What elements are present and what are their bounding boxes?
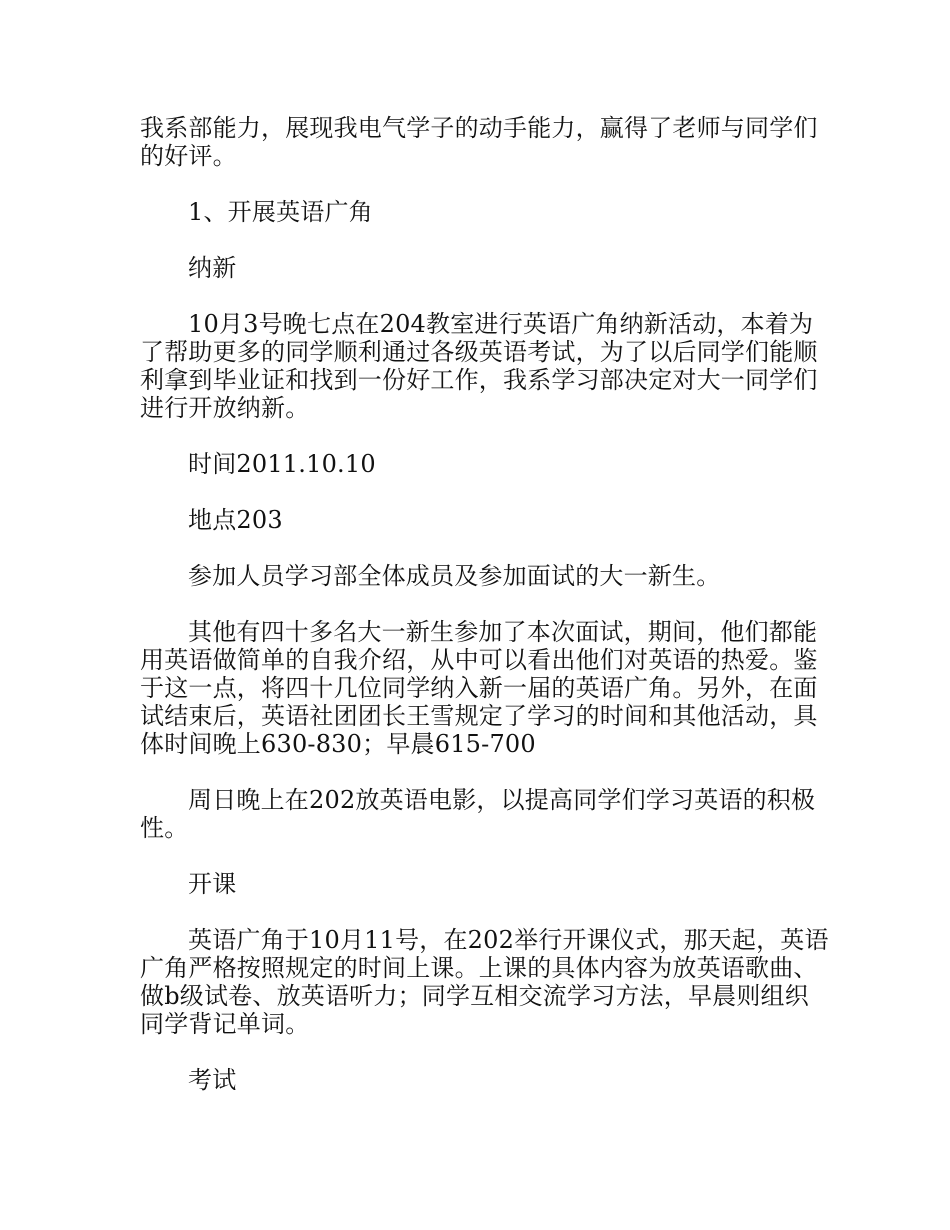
paragraph-participants: 参加人员学习部全体成员及参加面试的大一新生。	[188, 562, 721, 590]
subheading-classes: 开课	[188, 870, 237, 898]
paragraph-location: 地点203	[188, 506, 283, 534]
subheading-exam: 考试	[188, 1066, 237, 1094]
paragraph-continuation: 我系部能力，展现我电气学子的动手能力，赢得了老师与同学们的好评。	[140, 114, 818, 170]
subheading-recruitment: 纳新	[188, 254, 237, 282]
document-body	[140, 114, 830, 1122]
paragraph-recruitment-details: 10月3号晚七点在204教室进行英语广角纳新活动，本着为了帮助更多的同学顺利通过各级英语考试，为了以后同学们能顺利拿到毕业证和找到一份好工作，我系学习部决定对大一同学们进行开放纳新。	[140, 310, 818, 422]
paragraph-time: 时间2011.10.10	[188, 450, 376, 478]
paragraph-class-details: 英语广角于10月11号，在202举行开课仪式，那天起，英语广角严格按照规定的时间上课。上课的具体内容为放英语歌曲、做b级试卷、放英语听力；同学互相交流学习方法，早晨则组织同学背记单词。	[140, 926, 829, 1038]
paragraph-movie-night: 周日晚上在202放英语电影，以提高同学们学习英语的积极性。	[140, 786, 816, 842]
heading-english-corner: 1、开展英语广角	[188, 198, 373, 226]
paragraph-interview-summary: 其他有四十多名大一新生参加了本次面试，期间，他们都能用英语做简单的自我介绍，从中可以看出他们对英语的热爱。鉴于这一点，将四十几位同学纳入新一届的英语广角。另外，在面试结束后，英语社团团长王雪规定了学习的时间和其他活动，具体时间晚上630-830；早晨615-700	[140, 618, 818, 758]
